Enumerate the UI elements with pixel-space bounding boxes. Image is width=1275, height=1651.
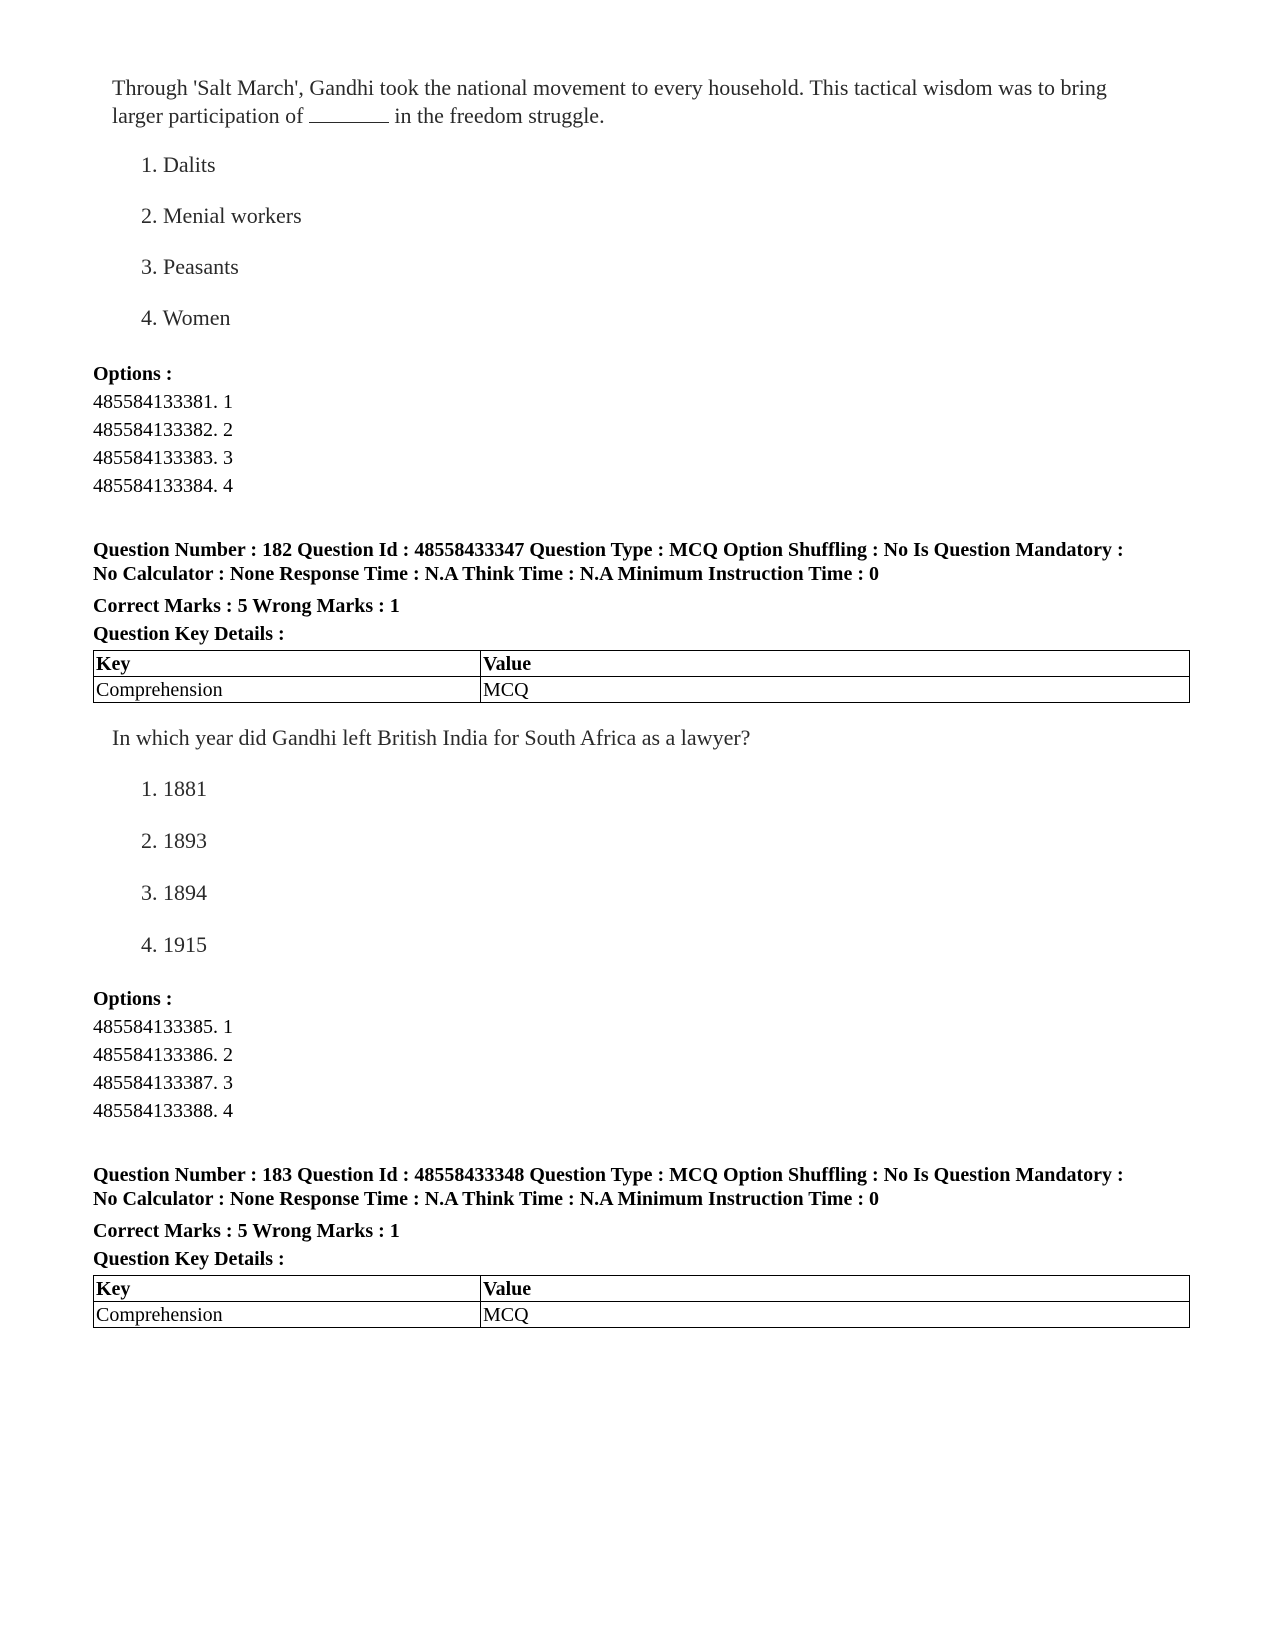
- question-182-choice-2: 2. 1893: [141, 828, 207, 853]
- options-label: Options :: [93, 988, 173, 1010]
- table-header-value: Value: [481, 1276, 1190, 1302]
- table-header-value: Value: [481, 651, 1190, 677]
- question-182-marks: Correct Marks : 5 Wrong Marks : 1: [93, 595, 400, 617]
- option-id-line: 485584133383. 3: [93, 447, 233, 469]
- question-183-marks: Correct Marks : 5 Wrong Marks : 1: [93, 1220, 400, 1242]
- table-header-row: [94, 1276, 1190, 1302]
- question-182-meta: [93, 538, 1213, 586]
- option-id-line: 485584133385. 1: [93, 1016, 233, 1038]
- table-row: [94, 1302, 1190, 1328]
- question-181-text-part1: Through 'Salt March', Gandhi took the national movement to every household. This tactical wisdom was to bring larger participation of: [112, 75, 1107, 128]
- question-183-key-table: [93, 1275, 1190, 1328]
- question-182-key-table: [93, 650, 1190, 703]
- option-id-line: 485584133382. 2: [93, 419, 233, 441]
- question-181-choice-3: 3. Peasants: [141, 254, 239, 279]
- options-label: Options :: [93, 363, 173, 385]
- table-cell-key: Comprehension: [94, 677, 481, 703]
- question-183-meta: [93, 1163, 1213, 1211]
- question-182-choice-3: 3. 1894: [141, 880, 207, 905]
- table-row: [94, 677, 1190, 703]
- question-181-choice-2: 2. Menial workers: [141, 203, 302, 228]
- table-header-key: Key: [94, 651, 481, 677]
- question-183-meta-line1: Question Number : 183 Question Id : 48558433348 Question Type : MCQ Option Shuffling : No Is Question Mandatory :: [93, 1164, 1124, 1186]
- option-id-line: 485584133386. 2: [93, 1044, 233, 1066]
- question-182-key-details-label: Question Key Details :: [93, 623, 285, 645]
- question-182-meta-line1: Question Number : 182 Question Id : 48558433347 Question Type : MCQ Option Shuffling : No Is Question Mandatory :: [93, 539, 1124, 561]
- option-id-line: 485584133384. 4: [93, 475, 233, 497]
- question-182-choice-1: 1. 1881: [141, 776, 207, 801]
- question-183-meta-line2: No Calculator : None Response Time : N.A Think Time : N.A Minimum Instruction Time : 0: [93, 1188, 879, 1210]
- fill-in-blank: [309, 104, 389, 123]
- question-182-text: In which year did Gandhi left British India for South Africa as a lawyer?: [112, 725, 751, 750]
- option-id-line: 485584133388. 4: [93, 1100, 233, 1122]
- option-id-line: 485584133381. 1: [93, 391, 233, 413]
- table-cell-value: MCQ: [481, 1302, 1190, 1328]
- question-181-text: [112, 74, 1132, 130]
- question-181-choice-1: 1. Dalits: [141, 152, 216, 177]
- table-cell-value: MCQ: [481, 677, 1190, 703]
- question-182-choice-4: 4. 1915: [141, 932, 207, 957]
- table-cell-key: Comprehension: [94, 1302, 481, 1328]
- question-181-choice-4: 4. Women: [141, 305, 231, 330]
- question-183-key-details-label: Question Key Details :: [93, 1248, 285, 1270]
- option-id-line: 485584133387. 3: [93, 1072, 233, 1094]
- table-header-key: Key: [94, 1276, 481, 1302]
- table-header-row: [94, 651, 1190, 677]
- question-182-meta-line2: No Calculator : None Response Time : N.A Think Time : N.A Minimum Instruction Time : 0: [93, 563, 879, 585]
- question-181-text-part2: in the freedom struggle.: [394, 103, 605, 128]
